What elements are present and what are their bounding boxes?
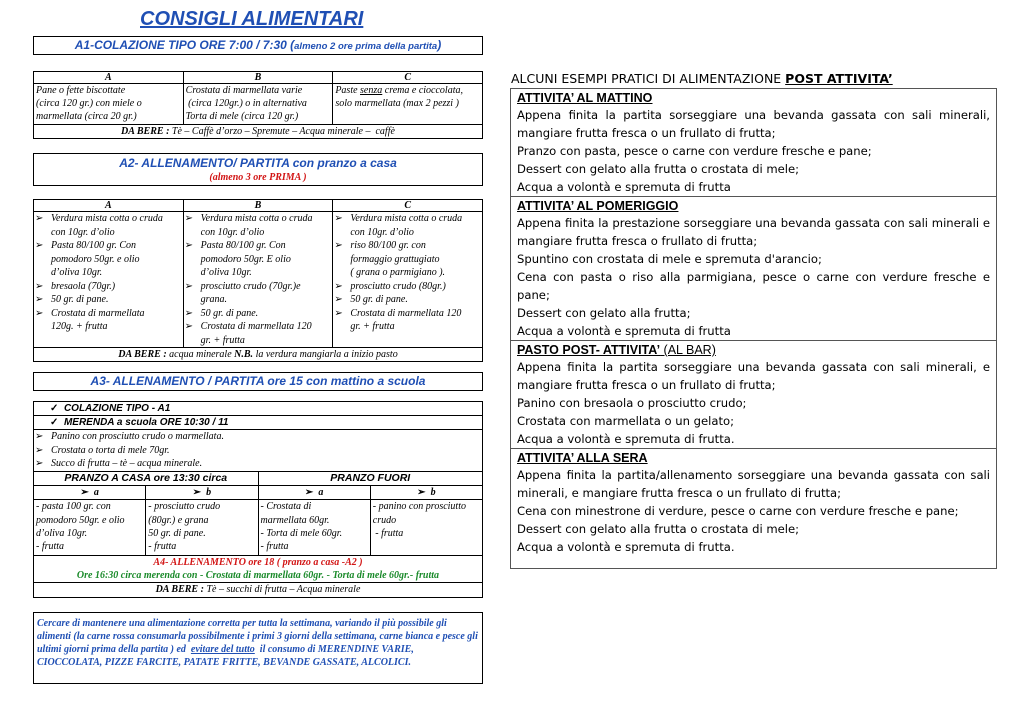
right-heading <box>511 71 1001 87</box>
section-line: Acqua a volontà e spremuta di frutta. <box>517 540 735 554</box>
list-item: ➢ 50 gr. di pane. <box>34 293 183 307</box>
a3-pranzo-casa: PRANZO A CASA ore 13:30 circa <box>34 471 259 485</box>
a3-c4-line: - frutta <box>372 527 404 539</box>
section-line: Appena finita la partita sorseggiare una bevanda gassata con sali minerali, e mangiare frutta fresca o un frullato di frutta; <box>517 360 990 392</box>
a2-col-a: A <box>34 200 184 212</box>
note-p2: il consumo di MERENDINE VARIE, CIOCCOLATA, PIZZE FARCITE, PATATE FRITTE, BEVANDE GASSATE, ALCOLICI. <box>37 644 417 668</box>
a1-b-line: Torta di mele (circa 120 gr.) <box>185 111 299 123</box>
a3-c4-line: crudo <box>372 514 397 526</box>
a3-sub-label: b <box>430 487 436 499</box>
list-item: ➢ Pasta 80/100 gr. Con <box>184 239 333 253</box>
list-item: ( grana o parmigiano ). <box>350 267 446 278</box>
note-p1: Cercare di mantenere una alimentazione corretta per tutta la settimana, variando il più possibile gli alimenti (la carne rossa consumarla possibilmente i primi 3 giorni della settimana, carne bianca e pesce gli ultimi giorni prima della partita ) ed <box>37 618 481 655</box>
list-item: ➢ prosciutto crudo (70gr.)e <box>184 280 333 294</box>
a2-list-c <box>333 212 482 334</box>
a3-c2-line: (80gr.) e grana <box>148 514 209 526</box>
a1-header-small: almeno 2 ore prima della partita <box>294 41 438 52</box>
a1-cell-a <box>34 84 184 125</box>
a3-check1-text: COLAZIONE TIPO - A1 <box>63 403 171 414</box>
list-item: gr. + frutta <box>350 321 395 332</box>
list-item: pomodoro 50gr. e olio <box>51 253 140 265</box>
list-item: ➢ Crostata di marmellata 120 <box>333 307 482 321</box>
section-line: Cena con minestrone di verdure, pesce o carne con verdure fresche e pane; <box>517 504 959 518</box>
section-title <box>517 90 990 106</box>
list-item: ➢ bresaola (70gr.) <box>34 280 183 294</box>
a3-c1-line: d’oliva 10gr. <box>36 527 88 539</box>
note-underlined: evitare del tutto <box>190 644 255 655</box>
section-line: Acqua a volontà e spremuta di frutta <box>517 324 731 338</box>
a3-merenda-item: ➢ Succo di frutta – tè – acqua minerale. <box>34 457 482 471</box>
list-item: ➢ Crostata di marmellata 120 <box>184 320 333 334</box>
a3-c1-line: - pasta 100 gr. con <box>36 501 111 513</box>
a1-a-line: marmellata (circa 20 gr.) <box>36 111 137 123</box>
a3-c2-line: 50 gr. di pane. <box>148 527 206 539</box>
arrow-icon: ➢ <box>192 487 202 499</box>
section-1 <box>510 197 997 341</box>
a3-c2-line: - prosciutto crudo <box>148 501 221 513</box>
a3-c4-line: - panino con prosciutto <box>372 501 466 513</box>
a3-sub-a2 <box>258 486 370 500</box>
arrow-icon: ➢ <box>80 487 89 499</box>
list-item: ➢ Verdura mista cotta o cruda <box>184 212 333 226</box>
a1-cell-b <box>183 84 333 125</box>
list-item: ➢ prosciutto crudo (80gr.) <box>333 280 482 294</box>
list-item: con 10gr. d’olio <box>350 226 414 238</box>
a3-check2 <box>34 416 483 430</box>
section-title-text: ATTIVITA’ AL POMERIGGIO <box>517 199 679 213</box>
arrow-icon: ➢ <box>417 487 426 499</box>
list-item: ➢ Pasta 80/100 gr. Con <box>34 239 183 253</box>
a1-col-b: B <box>183 72 333 84</box>
a3-c2-line: - frutta <box>148 540 177 552</box>
a1-c-underlined: senza <box>360 85 383 96</box>
right-heading-pre: ALCUNI ESEMPI PRATICI DI ALIMENTAZIONE <box>511 71 786 86</box>
a3-c3-line: marmellata 60gr. <box>260 514 330 526</box>
section-line: Dessert con gelato alla frutta; <box>517 306 691 320</box>
list-item: ➢ Verdura mista cotta o cruda <box>34 212 183 226</box>
list-item: formaggio grattugiato <box>350 253 440 265</box>
list-item: ➢ Verdura mista cotta o cruda <box>333 212 482 226</box>
a3-sub-b <box>146 486 258 500</box>
a4-drink <box>34 583 483 597</box>
right-heading-underlined: POST ATTIVITA’ <box>785 71 893 86</box>
a1-a-line: (circa 120 gr.) con miele o <box>36 98 142 110</box>
a2-header-title: A2- ALLENAMENTO/ PARTITA con pranzo a casa <box>119 156 397 170</box>
a3-sub-label: a <box>318 487 324 499</box>
a4-line2: Ore 16:30 circa merenda con - Crostata di marmellata 60gr. - Torta di mele 60gr.- frutta <box>76 570 440 582</box>
a2-drink <box>34 348 483 362</box>
section-line: Panino con bresaola o prosciutto crudo; <box>517 396 747 410</box>
a3-block <box>33 401 483 598</box>
check-icon: ✓ <box>50 417 59 429</box>
a3-check2-text: MERENDA a scuola ORE 10:30 / 11 <box>63 417 229 429</box>
a2-drink-nb: N.B. <box>234 349 254 360</box>
section-0 <box>510 88 997 197</box>
a4-block <box>34 556 483 583</box>
a1-b-line: Crostata di marmellata varie <box>185 85 303 96</box>
check-icon: ✓ <box>50 403 59 414</box>
a2-col-c: C <box>333 200 483 212</box>
a1-cell-c <box>333 84 483 125</box>
a1-c-post: crema e cioccolata, <box>382 85 463 96</box>
list-item: pomodoro 50gr. E olio <box>200 253 291 265</box>
a2-cell-b <box>183 212 333 348</box>
a4-line1: A4- ALLENAMENTO ore 18 ( pranzo a casa -A2 ) <box>153 557 363 569</box>
a2-header <box>33 153 483 186</box>
a3-c3-line: - frutta <box>260 540 289 552</box>
list-item: con 10gr. d’olio <box>51 226 115 238</box>
arrow-icon: ➢ <box>304 487 314 499</box>
post-activity-sections <box>510 88 997 569</box>
a3-c1 <box>34 500 146 556</box>
a2-cell-c <box>333 212 483 348</box>
a3-sub-label: b <box>206 487 212 499</box>
a1-header-close: ) <box>437 38 442 52</box>
section-title-extra: (AL BAR) <box>660 343 716 357</box>
section-3 <box>510 449 997 569</box>
list-item: d’oliva 10gr. <box>51 267 103 278</box>
a2-table <box>33 199 483 362</box>
a1-table <box>33 71 483 139</box>
a3-merenda-item: ➢ Panino con prosciutto crudo o marmellata. <box>34 430 482 444</box>
a1-col-a: A <box>34 72 184 84</box>
section-line: Pranzo con pasta, pesce o carne con verdure fresche e pane; <box>517 144 872 158</box>
a4-drink-label: DA BERE : <box>155 584 204 596</box>
a3-sub-b2 <box>370 486 482 500</box>
a3-c1-line: - frutta <box>36 540 65 552</box>
a2-drink-label: DA BERE : <box>118 349 167 360</box>
a2-drink-text2: la verdura mangiarla a inizio pasto <box>253 349 398 360</box>
section-line: Appena finita la partita/allenamento sorseggiare una bevanda gassata con sali minerali, e mangiare frutta fresca o un frullato di frutta; <box>517 468 990 500</box>
a2-col-b: B <box>183 200 333 212</box>
list-item: d’oliva 10gr. <box>200 267 252 278</box>
a1-c-line <box>335 84 480 97</box>
a1-drink-label: DA BERE : <box>121 125 170 137</box>
list-item: grana. <box>200 294 228 305</box>
a1-col-c: C <box>333 72 483 84</box>
section-line: Appena finita la partita sorseggiare una bevanda gassata con sali minerali, mangiare frutta fresca o un frullato di frutta; <box>517 108 990 140</box>
section-line: Cena con pasta o riso alla parmigiana, pesce o carne con verdure fresche e pane; <box>517 270 990 302</box>
section-line: Acqua a volontà e spremuta di frutta. <box>517 432 735 446</box>
a3-c2 <box>146 500 258 556</box>
section-line: Dessert con gelato alla frutta o crostata di mele; <box>517 162 800 176</box>
a2-cell-a <box>34 212 184 348</box>
a3-c4 <box>370 500 482 556</box>
section-title-text: PASTO POST- ATTIVITA’ <box>517 343 661 357</box>
section-line: Acqua a volontà e spremuta di frutta <box>517 180 731 194</box>
section-line: Crostata con marmellata o un gelato; <box>517 414 735 428</box>
a3-pranzo-fuori: PRANZO FUORI <box>258 471 483 485</box>
a3-merenda <box>34 430 483 472</box>
page-title: CONSIGLI ALIMENTARI <box>140 8 364 30</box>
section-line: Dessert con gelato alla frutta o crostata di mele; <box>517 522 800 536</box>
a1-drink <box>34 124 483 138</box>
section-line: Appena finita la prestazione sorseggiare una bevanda gassata con sali minerali e mangiare frutta fresca o frullato di frutta; <box>517 216 990 248</box>
a3-check1 <box>34 402 483 416</box>
a1-a-line: Pane o fette biscottate <box>36 85 126 96</box>
section-2 <box>510 341 997 449</box>
a1-c-pre: Paste <box>335 85 361 96</box>
section-title <box>517 198 990 214</box>
a3-header: A3- ALLENAMENTO / PARTITA ore 15 con mattino a scuola <box>33 372 483 391</box>
a1-header-main: A1-COLAZIONE TIPO ORE 7:00 / 7:30 ( <box>74 38 295 52</box>
a3-c1-line: pomodoro 50gr. e olio <box>36 514 125 526</box>
a4-drink-text: Tè – succhi di frutta – Acqua minerale <box>203 584 361 596</box>
a3-sub-label: a <box>93 487 99 499</box>
a3-merenda-item: ➢ Crostata o torta di mele 70gr. <box>34 444 482 458</box>
a3-c3 <box>258 500 370 556</box>
a2-drink-text: acqua minerale <box>166 349 235 360</box>
list-item: ➢ riso 80/100 gr. con <box>333 239 482 253</box>
section-title <box>517 342 990 358</box>
list-item: ➢ 50 gr. di pane. <box>333 293 482 307</box>
a3-c3-line: - Torta di mele 60gr. <box>260 527 343 539</box>
a3-c3-line: - Crostata di <box>260 501 312 513</box>
a1-drink-text: Tè – Caffè d’orzo – Spremute – Acqua minerale – caffè <box>169 125 395 137</box>
advice-note <box>33 612 483 684</box>
section-title-text: ATTIVITA’ ALLA SERA <box>517 451 648 465</box>
list-item: ➢ Crostata di marmellata <box>34 307 183 321</box>
list-item: 120g. + frutta <box>51 321 108 332</box>
section-title <box>517 450 990 466</box>
a2-list-a <box>34 212 183 334</box>
a3-sub-a <box>34 486 146 500</box>
a2-list-b <box>184 212 333 347</box>
section-line: Spuntino con crostata di mele e spremuta d'arancio; <box>517 252 822 266</box>
list-item: gr. + frutta <box>200 334 245 346</box>
list-item: con 10gr. d’olio <box>200 226 265 238</box>
a1-header <box>33 36 483 55</box>
section-title-text: ATTIVITA’ AL MATTINO <box>517 91 653 105</box>
a1-b-line: (circa 120gr.) o in alternativa <box>185 98 307 110</box>
list-item: ➢ 50 gr. di pane. <box>184 307 333 321</box>
a2-header-sub: (almeno 3 ore PRIMA ) <box>209 172 307 183</box>
a1-c-line: solo marmellata (max 2 pezzi ) <box>335 98 459 110</box>
